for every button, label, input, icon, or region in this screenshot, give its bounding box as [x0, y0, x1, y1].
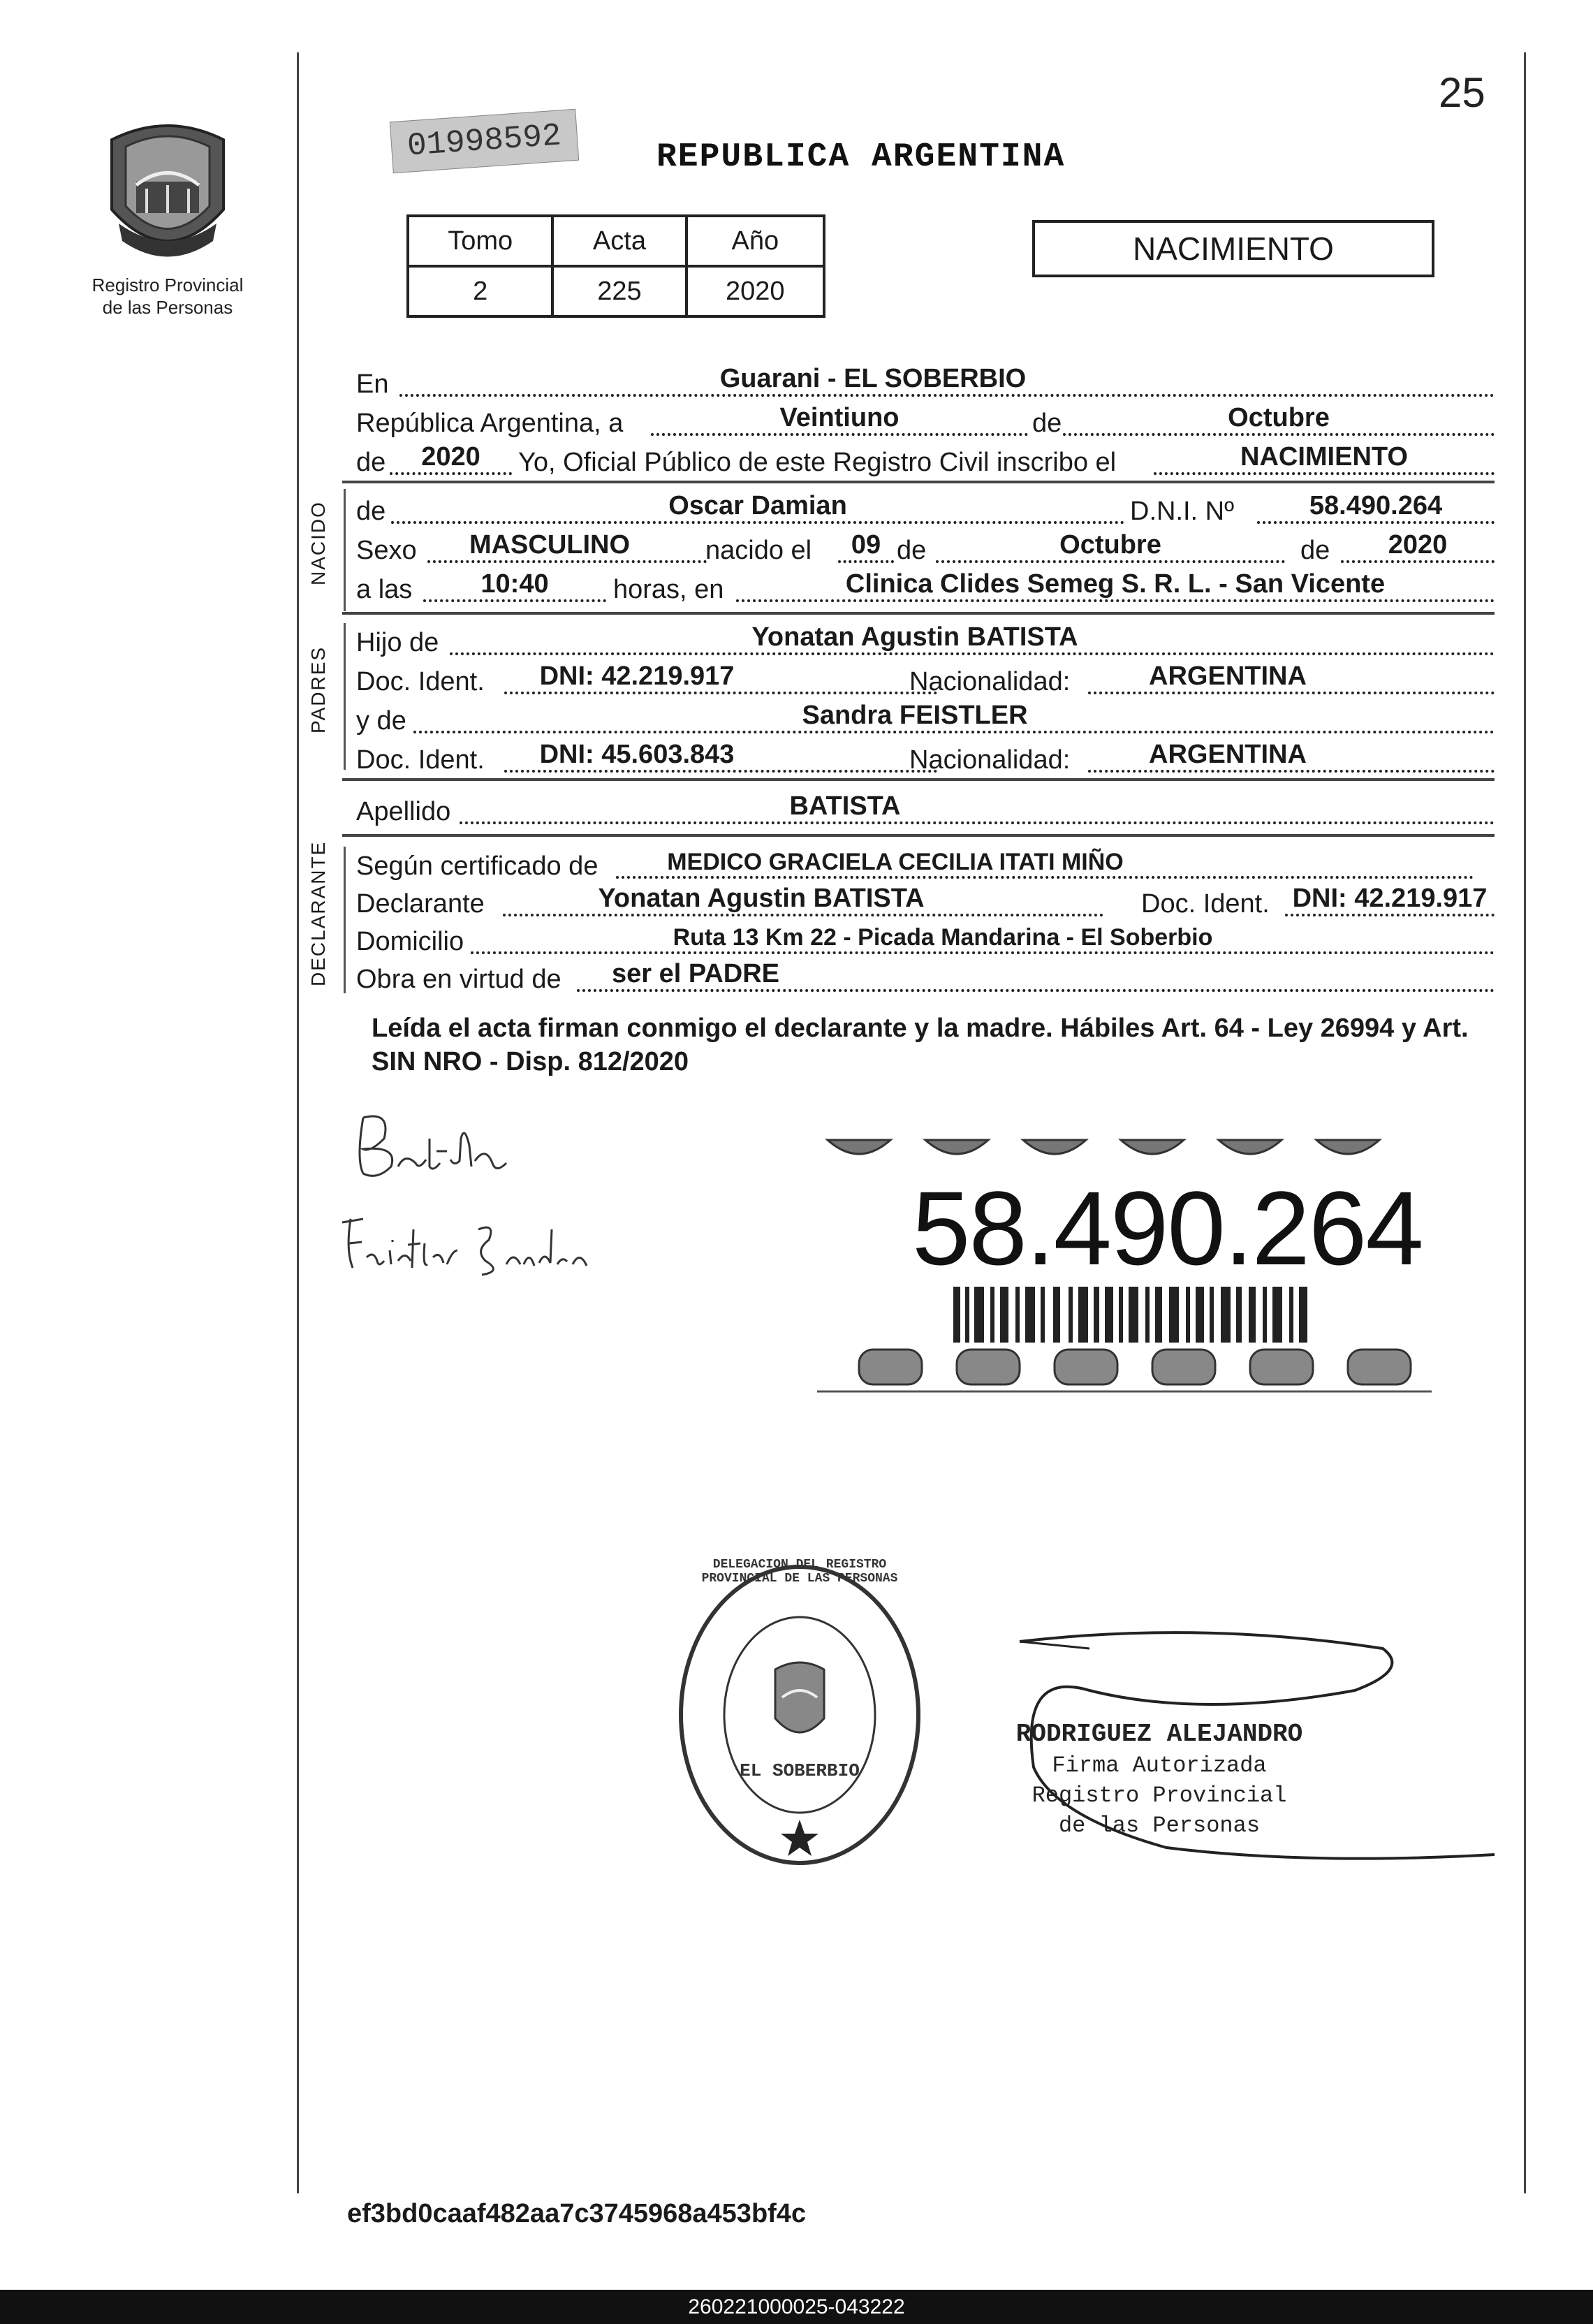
surname: BATISTA [789, 791, 901, 821]
dotted-line [651, 433, 1028, 436]
declarante-row-address [356, 919, 1495, 961]
declarante-section-label: DECLARANTE [307, 840, 329, 986]
registration-year: 2020 [421, 442, 480, 472]
intro-row-year [356, 440, 1495, 482]
dotted-line [503, 914, 1103, 916]
padres-row-father-doc [356, 659, 1495, 701]
nacido-el-label: nacido el [705, 536, 812, 565]
birth-day: 09 [851, 530, 881, 560]
record-value-ano: 2020 [687, 266, 824, 316]
registration-day-words: Veintiuno [779, 403, 900, 432]
de2-label: de [356, 448, 386, 477]
section-separator [342, 778, 1495, 781]
officer-line1: Firma Autorizada [1052, 1753, 1267, 1778]
section-separator [342, 481, 1495, 483]
section-separator [342, 834, 1495, 837]
dotted-line [838, 560, 894, 563]
father-nationality: ARGENTINA [1149, 662, 1307, 691]
right-margin-line [1524, 52, 1526, 2193]
footer-code-bar: 260221000025-043222 [0, 2290, 1593, 2324]
padres-row-father [356, 620, 1495, 662]
padres-section-label: PADRES [307, 645, 329, 733]
registration-month: Octubre [1228, 403, 1330, 432]
certificado-label: Según certificado de [356, 852, 599, 881]
declarante-row-role [356, 957, 1495, 999]
record-table-header-row [408, 216, 824, 266]
dotted-line [413, 731, 1495, 733]
mother-nationality: ARGENTINA [1149, 740, 1307, 769]
issuer-line2: de las Personas [102, 297, 233, 318]
en-label: En [356, 370, 389, 399]
mother-doc: DNI: 45.603.843 [539, 740, 735, 769]
de-label: de [1032, 409, 1062, 438]
dni-sticker-number: 58.490.264 [912, 1169, 1423, 1287]
signature-feistler-sandra [335, 1201, 601, 1285]
alas-label: a las [356, 575, 413, 604]
birth-place: Clinica Clides Semeg S. R. L. - San Vicente [845, 569, 1386, 599]
dotted-line [427, 560, 707, 563]
de-label: de [356, 497, 386, 526]
nacionalidad-label: Nacionalidad: [909, 667, 1071, 696]
declarante-label: Declarante [356, 889, 485, 919]
issuer-line1: Registro Provincial [91, 275, 244, 295]
officer-stamp [978, 1720, 1341, 1839]
dotted-line [460, 821, 1495, 824]
issuer-caption [77, 274, 258, 319]
nacido-row-birth [356, 528, 1495, 570]
nacido-section-label: NACIDO [307, 501, 329, 585]
dotted-line [399, 394, 1495, 397]
declarant-role: ser el PADRE [611, 959, 780, 988]
declarante-row-name [356, 882, 1495, 923]
signature-batista [349, 1097, 517, 1194]
dotted-line [423, 599, 606, 602]
child-dni: 58.490.264 [1309, 491, 1443, 520]
dotted-line [1088, 692, 1495, 694]
de-label: de [1300, 536, 1330, 565]
declarante-section-bar [344, 847, 346, 993]
dni-sticker [817, 1126, 1432, 1403]
hijo-de-label: Hijo de [356, 628, 439, 657]
left-margin-line [297, 52, 299, 2193]
nacionalidad-label: Nacionalidad: [909, 745, 1071, 775]
officer-line3: de las Personas [1058, 1813, 1261, 1839]
dotted-line [450, 652, 1495, 655]
nacido-section-bar [344, 489, 346, 611]
country-title: REPUBLICA ARGENTINA [656, 138, 1066, 176]
dotted-line [1285, 914, 1495, 916]
apellido-row [356, 789, 1495, 831]
record-table [406, 214, 825, 318]
mother-name: Sandra FEISTLER [802, 701, 1028, 730]
birth-time: 10:40 [480, 569, 549, 599]
father-doc: DNI: 42.219.917 [539, 662, 735, 691]
delegation-stamp [670, 1558, 929, 1872]
page-number: 25 [1439, 69, 1485, 116]
doc-ident-label: Doc. Ident. [356, 745, 485, 775]
dotted-line [1063, 433, 1495, 436]
officer-name: RODRIGUEZ ALEJANDRO [1015, 1720, 1303, 1748]
dotted-line [504, 770, 937, 773]
birth-month: Octubre [1059, 530, 1161, 560]
dotted-line [736, 599, 1495, 602]
apellido-label: Apellido [356, 797, 451, 826]
dotted-line [616, 876, 1474, 879]
officer-text: Yo, Oficial Público de este Registro Civil inscribo el [518, 448, 1117, 477]
stamp-center-text: EL SOBERBIO [740, 1760, 860, 1781]
father-name: Yonatan Agustin BATISTA [751, 622, 1078, 652]
record-value-tomo: 2 [408, 266, 552, 316]
statement-text: Leída el acta firman conmigo el declarante y la madre. Hábiles Art. 64 - Ley 26994 y Art. SIN NRO - Disp. 812/2020 [372, 1014, 1469, 1076]
child-sex: MASCULINO [469, 530, 631, 560]
declarant-doc: DNI: 42.219.917 [1292, 884, 1488, 913]
dotted-line [391, 521, 1124, 524]
record-header-acta: Acta [552, 216, 686, 266]
doc-ident-label: Doc. Ident. [1141, 889, 1270, 919]
birth-year: 2020 [1388, 530, 1448, 560]
child-name: Oscar Damian [668, 491, 847, 520]
nacido-row-place [356, 567, 1495, 609]
padres-row-mother-doc [356, 738, 1495, 780]
medical-certificate: MEDICO GRACIELA CECILIA ITATI MIÑO [667, 849, 1124, 875]
dotted-line [504, 692, 937, 694]
section-separator [342, 612, 1495, 615]
registered-act: NACIMIENTO [1240, 442, 1408, 472]
dotted-line [936, 560, 1285, 563]
nacido-row-name [356, 489, 1495, 531]
record-header-ano: Año [687, 216, 824, 266]
intro-row-place [356, 362, 1495, 404]
stamp-ring-text: DELEGACION DEL REGISTRO PROVINCIAL DE LAS PERSONAS [701, 1558, 898, 1586]
horas-label: horas, en [613, 575, 724, 604]
dotted-line [1154, 472, 1495, 475]
declarante-row-cert [356, 844, 1495, 886]
declarant-address: Ruta 13 Km 22 - Picada Mandarina - El Soberbio [673, 924, 1213, 951]
dotted-line [471, 951, 1495, 954]
dotted-line [1341, 560, 1495, 563]
record-table-value-row [408, 266, 824, 316]
republica-label: República Argentina, a [356, 409, 624, 438]
de-label: de [897, 536, 927, 565]
document-hash: ef3bd0caaf482aa7c3745968a453bf4c [347, 2199, 807, 2228]
intro-row-date [356, 401, 1495, 443]
domicilio-label: Domicilio [356, 927, 464, 956]
record-header-tomo: Tomo [408, 216, 552, 266]
obra-label: Obra en virtud de [356, 965, 561, 994]
doc-ident-label: Doc. Ident. [356, 667, 485, 696]
dotted-line [1088, 770, 1495, 773]
y-de-label: y de [356, 706, 406, 736]
birth-registry-place: Guarani - EL SOBERBIO [719, 364, 1027, 393]
record-type-box: NACIMIENTO [1032, 220, 1434, 277]
misiones-seal-logo [98, 119, 237, 265]
padres-row-mother [356, 699, 1495, 740]
record-value-acta: 225 [552, 266, 686, 316]
serial-number-tab: 01998592 [390, 109, 579, 173]
dotted-line [577, 989, 1495, 992]
officer-line2: Registro Provincial [1032, 1783, 1287, 1808]
sexo-label: Sexo [356, 536, 417, 565]
declarant-name: Yonatan Agustin BATISTA [598, 884, 925, 913]
dotted-line [1257, 521, 1495, 524]
dni-label: D.N.I. Nº [1130, 497, 1234, 526]
padres-section-bar [344, 623, 346, 770]
dotted-line [390, 472, 512, 475]
